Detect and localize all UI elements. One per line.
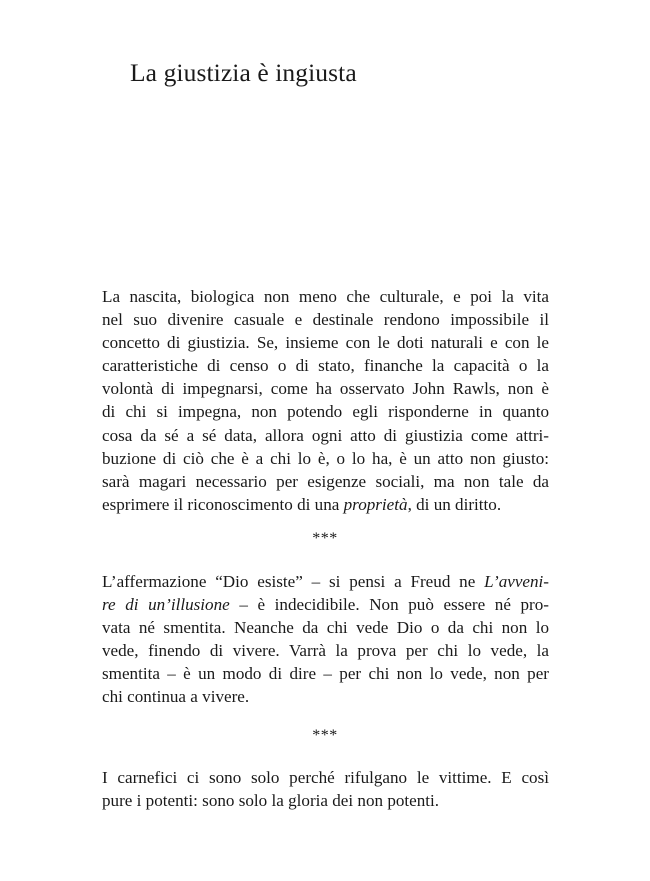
text-segment: L’affermazione “Dio esiste” – si pensi a Freud ne	[102, 572, 485, 591]
text-line: I carnefici ci sono solo perché rifulgano le vittime. E così	[102, 768, 549, 787]
text-line-last	[102, 493, 549, 516]
text-line: volontà di impegnarsi, come ha osservato John Rawls, non è	[102, 379, 549, 399]
text-line: vede, finendo di vivere. Varrà la prova per chi lo vede, la	[102, 641, 549, 661]
text-line: di chi si impegna, non potendo egli risponderne in quanto	[102, 402, 549, 422]
italic-title: re di un’illusione	[102, 595, 230, 615]
text-line: smentita – è un modo di dire – per chi non lo vede, non per	[102, 664, 549, 684]
text-line	[102, 570, 549, 593]
text-line: caratteristiche di censo o di stato, finanche la capacità o la	[102, 356, 549, 376]
text-segment: esprimere il riconoscimento di una	[102, 494, 344, 514]
page-title: La giustizia è ingiusta	[130, 58, 357, 87]
text-line-last: pure i potenti: sono solo la gloria dei non potenti.	[102, 791, 440, 811]
text-segment: , di un diritto.	[407, 494, 502, 514]
section-separator: ***	[312, 530, 338, 547]
text-line: La nascita, biologica non meno che culturale, e poi la vita	[102, 287, 549, 306]
paragraph-freud	[102, 570, 549, 709]
text-line	[102, 593, 549, 616]
section-separator: ***	[312, 727, 338, 744]
text-segment: – è indecidibile. Non può essere né pro-	[229, 595, 549, 615]
italic-title: L’avveni-	[484, 572, 549, 591]
paragraph-rawls	[102, 285, 549, 516]
italic-word: proprietà	[343, 494, 408, 514]
text-line: nel suo divenire casuale e destinale rendono impossibile il	[102, 310, 549, 330]
text-line: cosa da sé a sé data, allora ogni atto di giustizia come attri-	[102, 425, 549, 445]
text-line: buzione di ciò che è a chi lo è, o lo ha, è un atto non giusto:	[102, 448, 549, 468]
paragraph-carnefici	[102, 766, 549, 812]
text-line: sarà magari necessario per esigenze sociali, ma non tale da	[102, 471, 549, 491]
text-line-last: chi continua a vivere.	[102, 687, 250, 707]
text-line: vata né smentita. Neanche da chi vede Dio o da chi non lo	[102, 618, 549, 638]
text-line: concetto di giustizia. Se, insieme con le doti naturali e con le	[102, 333, 549, 353]
